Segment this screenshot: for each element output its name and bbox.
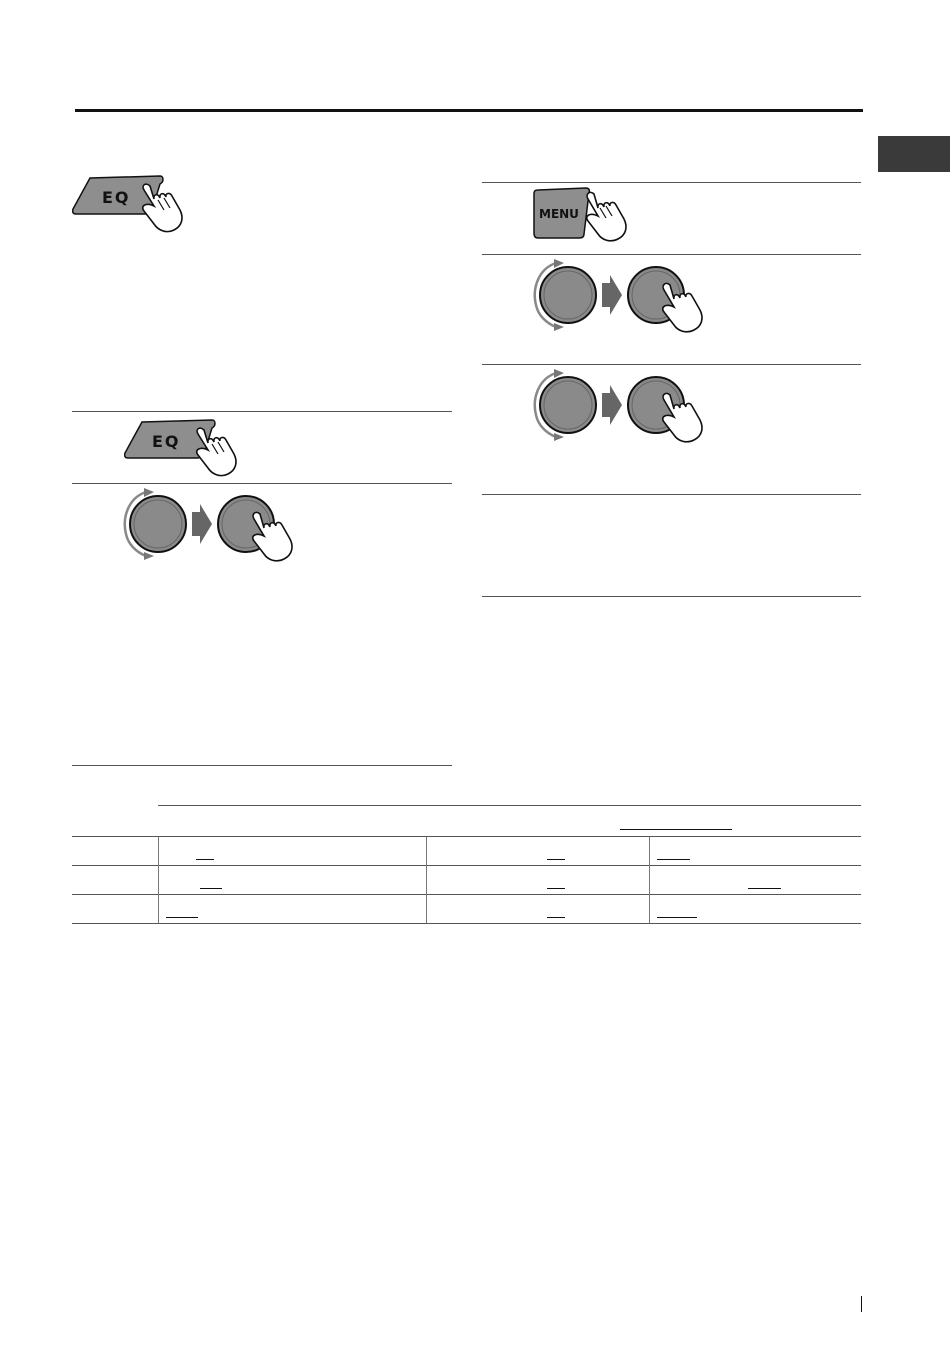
underline-mark [620,829,732,830]
left-rule-2 [72,483,452,484]
eq-button-illustration-2 [124,414,239,479]
right-rule-1 [482,182,861,183]
menu-button-illustration [530,186,640,248]
dial-turn-press-illustration-3 [528,369,718,444]
underline-mark [547,859,565,860]
dial-turn-press-illustration-2 [528,259,718,334]
underline-mark [547,888,565,889]
left-rule-3 [72,765,452,766]
right-arrow-icon [192,504,212,544]
right-arrow-icon [602,275,622,315]
control-dial-icon [540,267,596,323]
table-col-divider-1 [158,837,159,923]
eq-label-2: EQ [152,432,181,451]
right-rule-5 [482,596,861,597]
underline-mark [547,917,565,918]
eq-label: EQ [102,188,131,207]
section-tab [878,136,950,172]
menu-label: MENU [539,207,579,221]
hand-press-icon [197,428,236,475]
table-bottom-rule [72,923,861,924]
underline-mark [657,917,697,918]
underline-mark [166,917,198,918]
underline-mark [748,888,781,889]
right-rule-2 [482,254,861,255]
table-col-divider-2 [426,837,427,923]
table-row-rule-1 [72,836,861,837]
control-dial-icon [540,377,596,433]
table-row-rule-2 [72,865,861,866]
right-rule-4 [482,494,861,495]
underline-mark [657,859,690,860]
table-top-rule [158,805,861,806]
table-col-divider-3 [649,837,650,923]
left-rule-1 [72,411,452,412]
hand-press-icon [587,192,626,240]
underline-mark [196,859,214,860]
control-dial-icon [130,496,186,552]
right-arrow-icon [602,385,622,425]
eq-button-illustration [72,170,187,235]
page-footer-marker [861,1296,862,1312]
dial-turn-press-illustration [118,488,308,563]
underline-mark [200,888,222,889]
header-rule [75,109,863,112]
right-rule-3 [482,364,861,365]
hand-press-icon [143,184,182,231]
table-row-rule-3 [72,894,861,895]
